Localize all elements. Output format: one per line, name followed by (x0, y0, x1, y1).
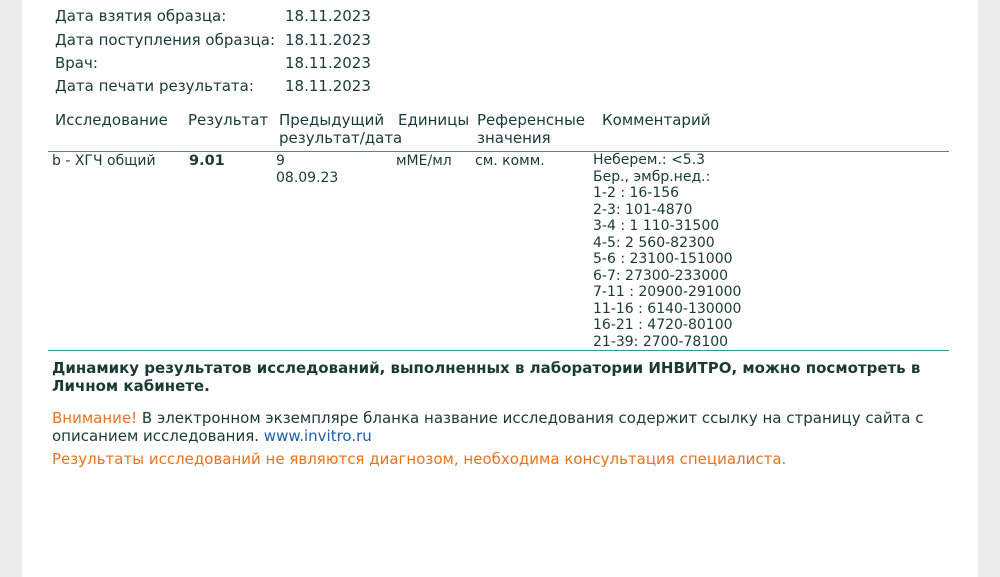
attention-note (52, 409, 962, 445)
attention-label: Внимание! (52, 409, 138, 427)
units-value: мМЕ/мл (396, 153, 452, 169)
dynamics-note: Динамику результатов исследований, выполненных в лаборатории ИНВИТРО, можно посмотреть в Личном кабинете. (52, 359, 921, 395)
comment-line: 11-16 : 6140-130000 (593, 300, 742, 317)
column-header-previous-line1: Предыдущий (279, 111, 385, 129)
column-header-units: Единицы (398, 111, 470, 129)
meta-value: 18.11.2023 (285, 7, 371, 25)
table-top-divider (48, 151, 949, 152)
meta-value: 18.11.2023 (285, 31, 371, 49)
result-sheet (22, 0, 978, 577)
column-header-comment: Комментарий (602, 111, 711, 129)
previous-result-date: 08.09.23 (276, 169, 339, 186)
comment-line: 3-4 : 1 110-31500 (593, 218, 720, 234)
reference-value: см. комм. (475, 153, 545, 169)
meta-label: Дата печати результата: (55, 77, 254, 95)
column-header-test: Исследование (55, 111, 168, 129)
column-header-reference-line2: значения (477, 129, 551, 147)
meta-value: 18.11.2023 (285, 77, 371, 95)
invitro-link[interactable]: www.invitro.ru (263, 427, 372, 445)
comment-line: 6-7: 27300-233000 (593, 267, 729, 284)
comment-line: 4-5: 2 560-82300 (593, 234, 715, 251)
comment-line: 7-11 : 20900-291000 (593, 284, 742, 300)
meta-label: Врач: (55, 54, 98, 72)
meta-value: 18.11.2023 (285, 54, 371, 72)
meta-label: Дата поступления образца: (55, 31, 275, 49)
comment-line: 1-2 : 16-156 (593, 185, 680, 201)
comment-line: 16-21 : 4720-80100 (593, 317, 733, 333)
column-header-previous (279, 111, 402, 147)
result-value: 9.01 (189, 153, 225, 169)
comment-list (593, 152, 741, 350)
comment-line: Неберем.: <5.3 (593, 152, 706, 168)
disclaimer-note: Результаты исследований не являются диагнозом, необходима консультация специалиста. (52, 450, 787, 468)
previous-result-value: 9 (276, 153, 285, 169)
comment-line: 21-39: 2700-78100 (593, 333, 729, 350)
column-header-reference-line1: Референсные (477, 111, 586, 129)
attention-text: В электронном экземпляре бланка название исследования содержит ссылку на страницу сайта с описанием исследования. (52, 409, 924, 445)
test-name-link[interactable]: b - ХГЧ общий (52, 153, 156, 169)
column-header-reference (477, 111, 585, 147)
previous-result (276, 153, 338, 186)
table-bottom-divider (48, 350, 949, 351)
meta-label: Дата взятия образца: (55, 7, 227, 25)
comment-line: 2-3: 101-4870 (593, 201, 693, 218)
comment-line: 5-6 : 23100-151000 (593, 251, 733, 267)
comment-line: Бер., эмбр.нед.: (593, 168, 711, 185)
column-header-result: Результат (188, 111, 269, 129)
column-header-previous-line2: результат/дата (279, 129, 403, 147)
